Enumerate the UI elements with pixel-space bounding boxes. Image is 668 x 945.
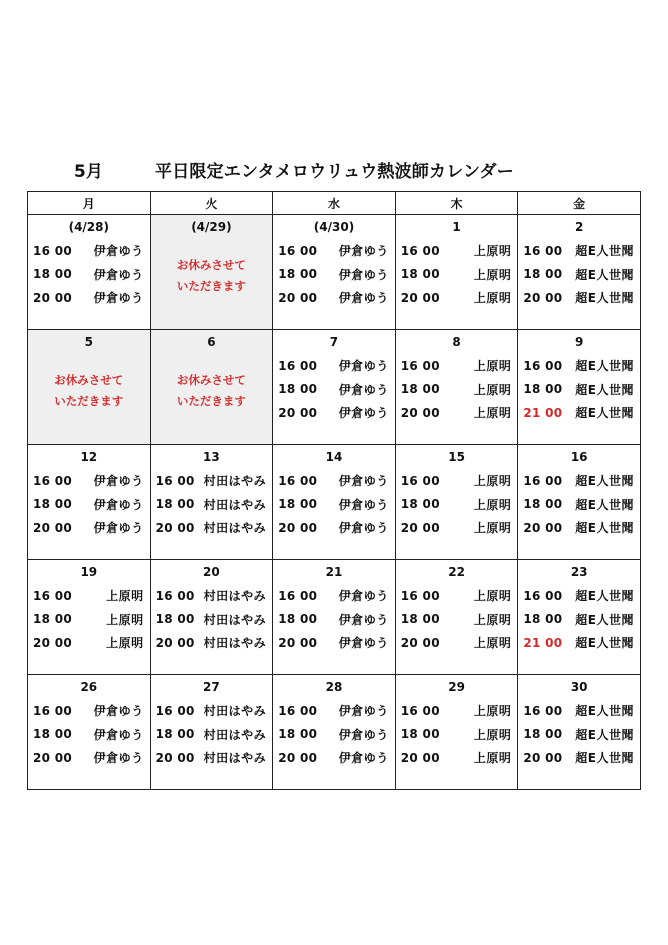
host-name: 村田はやみ <box>203 704 267 719</box>
session-slot <box>28 584 150 608</box>
session-time: 16 00 <box>155 703 195 718</box>
month-label: 5月 <box>74 162 103 182</box>
session-slot <box>273 354 395 378</box>
host-name: 上原明 <box>473 406 512 421</box>
host-name: 上原明 <box>473 636 512 651</box>
day-cell <box>395 330 518 445</box>
day-date: 14 <box>325 450 343 464</box>
session-time: 20 00 <box>400 635 440 650</box>
session-time: 20 00 <box>400 405 440 420</box>
session-slot <box>396 286 518 310</box>
day-cell <box>150 445 273 560</box>
session-slot <box>518 354 640 378</box>
session-slot <box>518 239 640 263</box>
session-time: 18 00 <box>33 497 73 512</box>
day-cell <box>28 445 151 560</box>
session-slot <box>518 746 640 770</box>
host-name: 伊倉ゆう <box>93 727 144 742</box>
day-cell <box>518 330 641 445</box>
host-name: 村田はやみ <box>203 521 267 536</box>
session-time: 16 00 <box>523 703 563 718</box>
closed-notice-line: お休みさせて <box>54 373 124 387</box>
session-slot <box>396 608 518 632</box>
day-cell <box>28 330 151 445</box>
host-name: 伊倉ゆう <box>338 406 389 421</box>
session-time: 18 00 <box>278 382 318 397</box>
day-date: (4/29) <box>191 220 232 234</box>
host-name: 伊倉ゆう <box>93 521 144 536</box>
session-slot <box>151 584 273 608</box>
day-cell <box>395 560 518 675</box>
day-date: 2 <box>575 220 584 234</box>
session-time: 20 00 <box>523 750 563 765</box>
session-slot <box>396 239 518 263</box>
host-name: 超E人世聞 <box>575 291 634 306</box>
session-time: 20 00 <box>278 635 318 650</box>
day-date: 20 <box>203 565 220 579</box>
host-name: 伊倉ゆう <box>338 267 389 282</box>
host-name: 伊倉ゆう <box>338 382 389 397</box>
session-slot <box>151 469 273 493</box>
day-cell <box>273 330 396 445</box>
session-time: 18 00 <box>278 727 318 742</box>
session-slot <box>28 469 150 493</box>
session-time: 16 00 <box>278 703 318 718</box>
day-date: (4/28) <box>68 220 109 234</box>
closed-notice-line: お休みさせて <box>176 258 246 272</box>
session-time: 18 00 <box>523 267 563 282</box>
closed-notice-line: いただきます <box>176 279 246 293</box>
host-name: 上原明 <box>106 589 144 604</box>
session-slot <box>28 493 150 517</box>
session-slot <box>518 631 640 655</box>
session-time: 20 00 <box>33 290 73 305</box>
day-cell <box>518 675 641 790</box>
session-slot <box>273 401 395 425</box>
session-slot <box>28 746 150 770</box>
week-row <box>28 675 641 790</box>
day-cell <box>28 215 151 330</box>
session-slot <box>518 699 640 723</box>
host-name: 上原明 <box>473 704 512 719</box>
session-time: 16 00 <box>523 588 563 603</box>
host-name: 村田はやみ <box>203 612 267 627</box>
calendar-title: 平日限定エンタメロウリュウ熱波師カレンダー <box>155 162 514 182</box>
host-name: 超E人世聞 <box>575 474 634 489</box>
session-slot <box>28 263 150 287</box>
session-time: 16 00 <box>278 243 318 258</box>
session-slot <box>151 746 273 770</box>
closed-notice-line: いただきます <box>54 394 124 408</box>
host-name: 超E人世聞 <box>575 497 634 512</box>
session-time: 18 00 <box>400 382 440 397</box>
host-name: 伊倉ゆう <box>93 267 144 282</box>
weekday-fri: 金 <box>518 192 641 215</box>
day-cell <box>150 560 273 675</box>
session-time: 20 00 <box>278 290 318 305</box>
session-time: 16 00 <box>523 473 563 488</box>
closed-notice-line: お休みさせて <box>176 373 246 387</box>
session-time: 18 00 <box>400 612 440 627</box>
session-time: 16 00 <box>400 473 440 488</box>
calendar-table <box>27 191 641 790</box>
session-slot <box>273 263 395 287</box>
day-date: 28 <box>325 680 343 694</box>
session-time: 18 00 <box>523 497 563 512</box>
session-slot <box>28 516 150 540</box>
host-name: 伊倉ゆう <box>338 727 389 742</box>
host-name: 伊倉ゆう <box>338 291 389 306</box>
host-name: 上原明 <box>473 244 512 259</box>
day-date: 30 <box>570 680 588 694</box>
weekday-wed: 水 <box>273 192 396 215</box>
session-slot <box>273 631 395 655</box>
day-date: 1 <box>452 220 461 234</box>
host-name: 超E人世聞 <box>575 406 634 421</box>
session-slot <box>518 493 640 517</box>
session-slot <box>518 263 640 287</box>
session-time: 18 00 <box>523 612 563 627</box>
session-time: 16 00 <box>400 588 440 603</box>
session-slot <box>396 516 518 540</box>
session-slot <box>518 723 640 747</box>
session-slot <box>28 608 150 632</box>
session-slot <box>273 516 395 540</box>
session-time: 20 00 <box>155 750 195 765</box>
host-name: 超E人世聞 <box>575 244 634 259</box>
session-time: 16 00 <box>400 243 440 258</box>
day-cell <box>518 560 641 675</box>
day-cell <box>150 675 273 790</box>
host-name: 村田はやみ <box>203 727 267 742</box>
host-name: 超E人世聞 <box>575 751 634 766</box>
session-slot <box>518 516 640 540</box>
session-slot <box>396 746 518 770</box>
host-name: 伊倉ゆう <box>338 244 389 259</box>
week-row <box>28 560 641 675</box>
day-cell <box>395 445 518 560</box>
session-slot <box>151 493 273 517</box>
host-name: 村田はやみ <box>203 751 267 766</box>
session-time: 20 00 <box>155 520 195 535</box>
day-cell <box>518 445 641 560</box>
session-time: 20 00 <box>33 520 73 535</box>
session-time: 18 00 <box>400 267 440 282</box>
day-cell <box>28 560 151 675</box>
host-name: 伊倉ゆう <box>338 636 389 651</box>
closed-notice <box>151 370 273 412</box>
session-slot <box>273 584 395 608</box>
day-cell <box>273 675 396 790</box>
host-name: 村田はやみ <box>203 636 267 651</box>
day-date: 9 <box>575 335 584 349</box>
session-slot <box>518 286 640 310</box>
host-name: 伊倉ゆう <box>338 359 389 374</box>
session-slot <box>518 584 640 608</box>
session-time: 16 00 <box>278 473 318 488</box>
session-time: 20 00 <box>400 750 440 765</box>
host-name: 伊倉ゆう <box>338 521 389 536</box>
session-slot <box>151 631 273 655</box>
host-name: 伊倉ゆう <box>338 751 389 766</box>
closed-notice-line: いただきます <box>176 394 246 408</box>
session-time: 16 00 <box>523 358 563 373</box>
session-time: 20 00 <box>523 290 563 305</box>
session-slot <box>28 286 150 310</box>
session-time: 18 00 <box>278 612 318 627</box>
session-time: 16 00 <box>523 243 563 258</box>
session-slot <box>396 493 518 517</box>
session-slot <box>396 631 518 655</box>
day-date: 23 <box>570 565 588 579</box>
session-time: 16 00 <box>155 473 195 488</box>
session-slot <box>518 469 640 493</box>
day-date: 27 <box>203 680 220 694</box>
host-name: 村田はやみ <box>203 589 267 604</box>
host-name: 伊倉ゆう <box>93 474 144 489</box>
day-cell <box>395 675 518 790</box>
day-date: 8 <box>452 335 461 349</box>
session-slot <box>396 401 518 425</box>
session-time: 20 00 <box>278 750 318 765</box>
closed-notice <box>28 370 150 412</box>
day-cell <box>28 675 151 790</box>
session-time: 18 00 <box>155 612 195 627</box>
host-name: 伊倉ゆう <box>338 497 389 512</box>
host-name: 上原明 <box>106 636 144 651</box>
host-name: 上原明 <box>473 267 512 282</box>
session-slot <box>273 286 395 310</box>
session-slot <box>28 239 150 263</box>
session-slot <box>273 746 395 770</box>
session-time: 21 00 <box>523 405 563 420</box>
session-slot <box>28 631 150 655</box>
day-date: 16 <box>570 450 588 464</box>
session-slot <box>28 723 150 747</box>
day-date: 6 <box>207 335 216 349</box>
session-slot <box>518 378 640 402</box>
day-date: 21 <box>325 565 343 579</box>
session-slot <box>396 584 518 608</box>
host-name: 超E人世聞 <box>575 612 634 627</box>
host-name: 上原明 <box>473 474 512 489</box>
day-cell <box>395 215 518 330</box>
day-date: (4/30) <box>313 220 355 234</box>
session-time: 16 00 <box>33 243 73 258</box>
day-date: 12 <box>80 450 98 464</box>
closed-notice <box>151 255 273 297</box>
host-name: 上原明 <box>106 612 144 627</box>
host-name: 上原明 <box>473 612 512 627</box>
host-name: 伊倉ゆう <box>93 244 144 259</box>
session-time: 16 00 <box>278 358 318 373</box>
day-cell <box>273 445 396 560</box>
session-time: 18 00 <box>155 727 195 742</box>
session-time: 18 00 <box>155 497 195 512</box>
session-slot <box>396 699 518 723</box>
day-date: 26 <box>80 680 98 694</box>
host-name: 伊倉ゆう <box>338 589 389 604</box>
session-slot <box>396 723 518 747</box>
host-name: 超E人世聞 <box>575 589 634 604</box>
session-slot <box>396 378 518 402</box>
session-time: 18 00 <box>33 267 73 282</box>
session-time: 18 00 <box>33 727 73 742</box>
day-cell <box>518 215 641 330</box>
host-name: 超E人世聞 <box>575 727 634 742</box>
session-slot <box>151 608 273 632</box>
weekday-tue: 火 <box>150 192 273 215</box>
session-slot <box>28 699 150 723</box>
day-date: 15 <box>448 450 465 464</box>
session-time: 16 00 <box>155 588 195 603</box>
week-row <box>28 215 641 330</box>
session-time: 20 00 <box>523 520 563 535</box>
session-time: 16 00 <box>33 473 73 488</box>
session-time: 18 00 <box>400 727 440 742</box>
session-time: 18 00 <box>523 382 563 397</box>
session-time: 20 00 <box>278 405 318 420</box>
host-name: 上原明 <box>473 521 512 536</box>
session-slot <box>396 354 518 378</box>
session-time: 20 00 <box>33 750 73 765</box>
day-date: 29 <box>448 680 465 694</box>
host-name: 伊倉ゆう <box>338 474 389 489</box>
session-time: 18 00 <box>33 612 73 627</box>
session-slot <box>151 699 273 723</box>
calendar-body <box>28 215 641 790</box>
host-name: 超E人世聞 <box>575 704 634 719</box>
weekday-thu: 木 <box>395 192 518 215</box>
session-slot <box>273 378 395 402</box>
host-name: 超E人世聞 <box>575 267 634 282</box>
session-time: 20 00 <box>400 290 440 305</box>
host-name: 上原明 <box>473 727 512 742</box>
host-name: 伊倉ゆう <box>338 704 389 719</box>
session-time: 18 00 <box>523 727 563 742</box>
host-name: 上原明 <box>473 382 512 397</box>
day-date: 22 <box>448 565 465 579</box>
host-name: 村田はやみ <box>203 497 267 512</box>
session-time: 16 00 <box>33 703 73 718</box>
host-name: 伊倉ゆう <box>338 612 389 627</box>
session-slot <box>396 263 518 287</box>
day-cell <box>273 560 396 675</box>
session-time: 20 00 <box>155 635 195 650</box>
day-date: 13 <box>203 450 220 464</box>
host-name: 上原明 <box>473 291 512 306</box>
host-name: 上原明 <box>473 359 512 374</box>
session-time: 20 00 <box>33 635 73 650</box>
week-row <box>28 330 641 445</box>
session-slot <box>151 723 273 747</box>
day-cell <box>150 215 273 330</box>
day-cell <box>150 330 273 445</box>
day-date: 5 <box>84 335 93 349</box>
weekday-header-row <box>28 192 641 215</box>
session-slot <box>518 608 640 632</box>
session-slot <box>273 723 395 747</box>
session-time: 18 00 <box>400 497 440 512</box>
weekday-mon: 月 <box>28 192 151 215</box>
session-slot <box>273 239 395 263</box>
session-slot <box>273 493 395 517</box>
session-time: 16 00 <box>400 703 440 718</box>
session-time: 18 00 <box>278 267 318 282</box>
host-name: 超E人世聞 <box>575 521 634 536</box>
host-name: 村田はやみ <box>203 474 267 489</box>
host-name: 伊倉ゆう <box>93 751 144 766</box>
week-row <box>28 445 641 560</box>
host-name: 伊倉ゆう <box>93 704 144 719</box>
host-name: 伊倉ゆう <box>93 497 144 512</box>
host-name: 上原明 <box>473 751 512 766</box>
day-date: 19 <box>80 565 98 579</box>
host-name: 超E人世聞 <box>575 636 634 651</box>
session-time: 20 00 <box>400 520 440 535</box>
calendar-header <box>0 157 668 187</box>
host-name: 超E人世聞 <box>575 382 634 397</box>
session-slot <box>151 516 273 540</box>
session-time: 16 00 <box>400 358 440 373</box>
host-name: 上原明 <box>473 589 512 604</box>
session-slot <box>273 608 395 632</box>
host-name: 上原明 <box>473 497 512 512</box>
session-slot <box>518 401 640 425</box>
session-slot <box>273 469 395 493</box>
session-time: 21 00 <box>523 635 563 650</box>
session-time: 16 00 <box>278 588 318 603</box>
host-name: 超E人世聞 <box>575 359 634 374</box>
session-slot <box>396 469 518 493</box>
session-time: 16 00 <box>33 588 73 603</box>
host-name: 伊倉ゆう <box>93 291 144 306</box>
day-date: 7 <box>329 335 339 349</box>
session-slot <box>273 699 395 723</box>
session-time: 20 00 <box>278 520 318 535</box>
session-time: 18 00 <box>278 497 318 512</box>
day-cell <box>273 215 396 330</box>
